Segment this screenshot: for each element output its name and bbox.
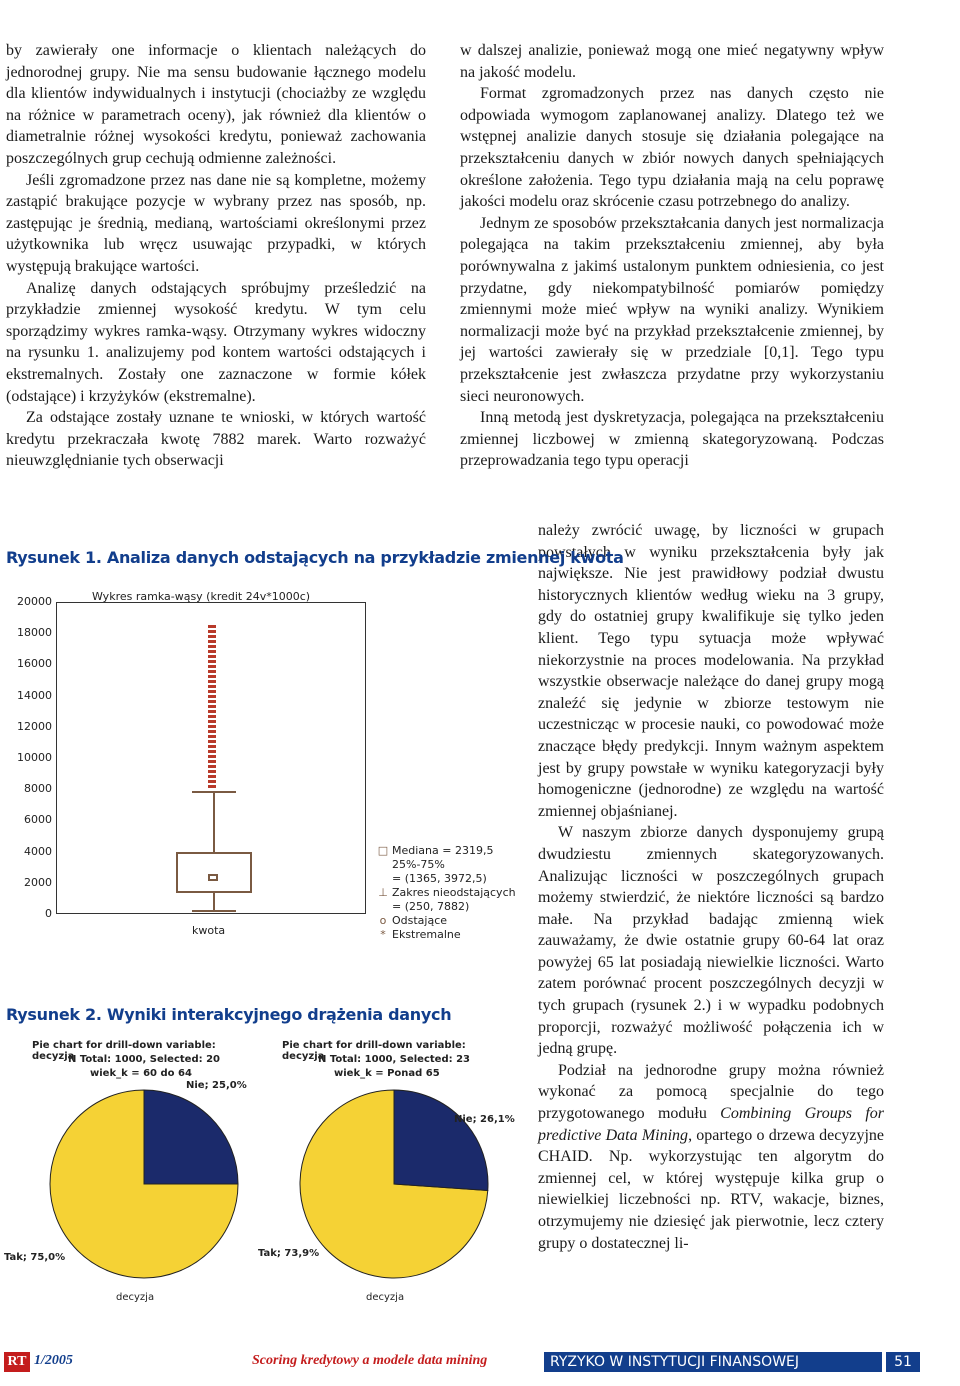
pie-svg: [46, 1086, 242, 1282]
y-tick-label: 4000: [24, 844, 52, 858]
outlier-markers: [208, 625, 216, 789]
pie-chart-65-plus: [258, 1040, 522, 1310]
right-paragraph-4: Inną metodą jest dyskretyzacja, polegająca na przekształceniu zmiennej liczbowej w zmienną skategoryzowaną. Podczas przeprowadzania tego typu operacji: [460, 409, 884, 470]
y-tick-label: 10000: [17, 751, 52, 764]
pie-footer: decyzja: [366, 1292, 405, 1303]
box-plot-title: Wykres ramka-wąsy (kredit 24v*1000c): [92, 590, 311, 603]
legend-text: 25%-75%: [392, 858, 445, 871]
right-narrow-paragraph-1: należy zwrócić uwagę, by liczności w grupach powstałych w wyniku przekształcenia były jak największe. Nie jest prawidłowy podział dwustu historycznych klientów według wieku na 3 grupy, gdy do ostatniej grupy kwalifikuje się tylko jeden klient. Tego typu sytuacja może wpływać niekorzystnie na proces modelowania. Na przykład wszystkie obserwacje należące do danej grupy mogą znaleźć się jedynie w zbiorze testowym nie uczestnicząc w procesie nauki, co powodować może znaczące błędy predykcji. Innym ważnym aspektem jest by grupy powstałe w wyniku kategoryzacji były homogeniczne (jednorodne) ze względu na wartość zmiennej objaśnianej.: [538, 522, 884, 820]
left-column: [6, 40, 426, 472]
median-marker: [208, 874, 218, 881]
upper-whisker: [213, 791, 215, 852]
y-tick-label: 8000: [24, 782, 52, 796]
right-paragraph-2: Format zgromadzonych przez nas danych często nie odpowiada wymogom zaplanowanej analizy. Dlatego też we wstępnej analizie danych stosuje się działania polegające na przekształceniu danych w zbiór nowych danych spełniających określone założenia. Tego typu działania mają na celu poprawę jakości modelu oraz skrócenie czasu potrzebnego do analizy.: [460, 85, 884, 211]
pie-group: wiek_k = 60 do 64: [90, 1068, 192, 1079]
left-paragraph-4: Za odstające zostały uznane te wnioski, w których wartość kredytu przekraczała kwotę 7882 marek. Warto rozważyć nieuwzględnianie tych obserwacji: [6, 409, 426, 470]
legend-text: Odstające: [392, 914, 448, 927]
left-paragraph-3: Analizę danych odstających spróbujmy prześledzić na przykładzie zmiennej wysokość kredytu. W tym celu sporządzimy wykres ramka-wąsy. Otrzymany wykres widoczny na rysunku 1. analizujemy pod kontem wartości odstających i ekstremalnych. Zostały one zaznaczone w formie kółek (odstające) i krzyżyków (ekstremalne).: [6, 279, 426, 405]
pie-label-tak: Tak; 73,9%: [258, 1248, 320, 1259]
x-axis-label: kwota: [192, 924, 226, 937]
right-narrow-paragraph-2: W naszym zbiorze danych dysponujemy grupą dwudziestu zmiennych skategoryzowanych. Analizując liczności w poszczególnych grupach możemy stwierdzić, że niektóre liczności są bardzo małe. Na przykład badając zmienną wiek zauważamy, że dwie ostatnie grupy 60-64 lat oraz powyżej 65 lat posiadają niewielkie liczności. Warto zatem porównać procent poszczególnych decyzji w tych grupach (rysunek 2.) i w wypadku podobnych proporcji, rozważyć możliwość połączenia ich w jedną grupę.: [538, 824, 884, 1058]
box-plot-legend: [374, 844, 516, 942]
pie-header: Pie chart for drill-down variable: decyzja: [282, 1040, 466, 1062]
legend-text: = (1365, 3972,5): [392, 872, 487, 885]
legend-entry: [374, 872, 516, 886]
pie-label-nie: Nie; 26,1%: [454, 1114, 515, 1125]
module-name: Combining Groups for predictive Data Mining: [538, 1105, 884, 1144]
legend-entry: [374, 900, 516, 914]
left-paragraph-2: Jeśli zgromadzone przez nas dane nie są kompletne, możemy zastąpić brakujące pozycje w wybrany przez nas sposób, np. zastępując je średnią, medianą, wartościami określonymi przez użytkownika lub wręcz usuwając przypadki, w których występują brakujące wartości.: [6, 171, 426, 275]
pie-header: Pie chart for drill-down variable: decyzja: [32, 1040, 216, 1062]
right-paragraph-1: w dalszej analizie, ponieważ mogą one mieć negatywny wpływ na jakość modelu.: [460, 42, 884, 81]
magazine-logo: RT: [4, 1352, 30, 1372]
pie-chart-60-64: [4, 1040, 272, 1310]
pie-n-total: N Total: 1000, Selected: 20: [68, 1054, 221, 1065]
figure-2-title: Rysunek 2. Wyniki interakcyjnego drążenia danych: [6, 1005, 452, 1024]
upper-whisker-cap: [192, 791, 236, 793]
page-number: 51: [884, 1352, 920, 1372]
right-narrow-paragraph-3: [538, 1060, 884, 1254]
legend-text: Zakres nieodstających: [392, 886, 516, 899]
pie-footer: decyzja: [116, 1292, 155, 1303]
p3-end: , opartego o drzewa decyzyjne CHAID. Np. wykorzystując ten algorytm do zmiennej cel, w której występuje kilka grup o niewielkiej liczebności np. RTV, wakacje, biznes, otrzymujemy nie dziesięć jak pierwotnie, lecz cztery grupy o dostatecznej li-: [538, 1126, 885, 1252]
page-footer: [0, 1352, 960, 1374]
legend-text: Mediana = 2319,5: [392, 844, 494, 857]
pie-group: wiek_k = Ponad 65: [334, 1068, 440, 1079]
legend-entry: [374, 844, 516, 858]
legend-text: Ekstremalne: [392, 928, 461, 941]
legend-symbol: □: [377, 844, 389, 857]
issue-number: 1/2005: [34, 1353, 73, 1368]
y-tick-label: 0: [45, 907, 52, 920]
right-column-narrow: [538, 520, 884, 1254]
magazine-title: RYZYKO W INSTYTUCJI FINANSOWEJ: [544, 1352, 882, 1372]
pie-label-nie: Nie; 25,0%: [186, 1080, 247, 1091]
pie-slice-nie: [144, 1090, 238, 1184]
y-tick-label: 14000: [17, 688, 52, 702]
legend-symbol: *: [380, 928, 386, 941]
y-tick-label: 18000: [17, 626, 52, 640]
pie-slice-nie: [394, 1090, 488, 1190]
figure-1-title: Rysunek 1. Analiza danych odstających na przykładzie zmiennej kwota: [6, 548, 624, 567]
article-topic: Scoring kredytowy a modele data mining: [252, 1353, 488, 1368]
iqr-box: [176, 852, 252, 893]
legend-entry: [374, 914, 516, 928]
y-tick-label: 2000: [24, 875, 52, 889]
legend-entry: [374, 928, 516, 942]
legend-text: = (250, 7882): [392, 900, 470, 913]
p3-start: Podział na jednorodne grupy można również wykonać za pomocą specjalnie do tego przygotowanego modułu: [538, 1061, 884, 1123]
right-paragraph-3: Jednym ze sposobów przekształcania danych jest normalizacja polegająca na takim przekształceniu zmiennej, aby była porównywalna z jakimś ustalonym punktem odniesienia, co jest przydatne, gdy niekompatybilność pomiarów pomiędzy zmiennymi może mieć wpływ na wyniki analizy. Wynikiem normalizacji może być na przykład przekształcenie zmiennej, by jej wartości zawierały się w przedziale [0,1]. Tego typu przekształcenie jest zwłaszcza przydatne przy wykorzystaniu sieci neuronowych.: [460, 214, 884, 405]
left-paragraph-1: by zawierały one informacje o klientach należących do jednorodnej grupy. Nie ma sensu budowanie łącznego modelu dla klientów indywidualnych i instytucji (chociażby ze względu na różnice w parametrach oceny), jak również dla klientów o diametralnie różnej wysokości kredytu, ponieważ zachowania poszczególnych grup cechują odmienne zależności.: [6, 42, 426, 167]
y-tick-label: 16000: [17, 657, 52, 671]
pie-n-total: N Total: 1000, Selected: 23: [318, 1054, 471, 1065]
legend-symbol: ⊥: [378, 886, 388, 899]
y-tick-label: 20000: [17, 595, 52, 608]
box-plot-figure: [4, 582, 516, 964]
y-tick-label: 12000: [17, 719, 52, 733]
lower-whisker-cap: [192, 910, 236, 912]
legend-symbol: o: [379, 914, 387, 927]
legend-entry: [374, 858, 516, 872]
lower-whisker: [213, 893, 215, 910]
pie-label-tak: Tak; 75,0%: [4, 1252, 66, 1263]
legend-entry: [374, 886, 516, 900]
y-tick-label: 6000: [24, 813, 52, 827]
right-column: [460, 40, 884, 472]
